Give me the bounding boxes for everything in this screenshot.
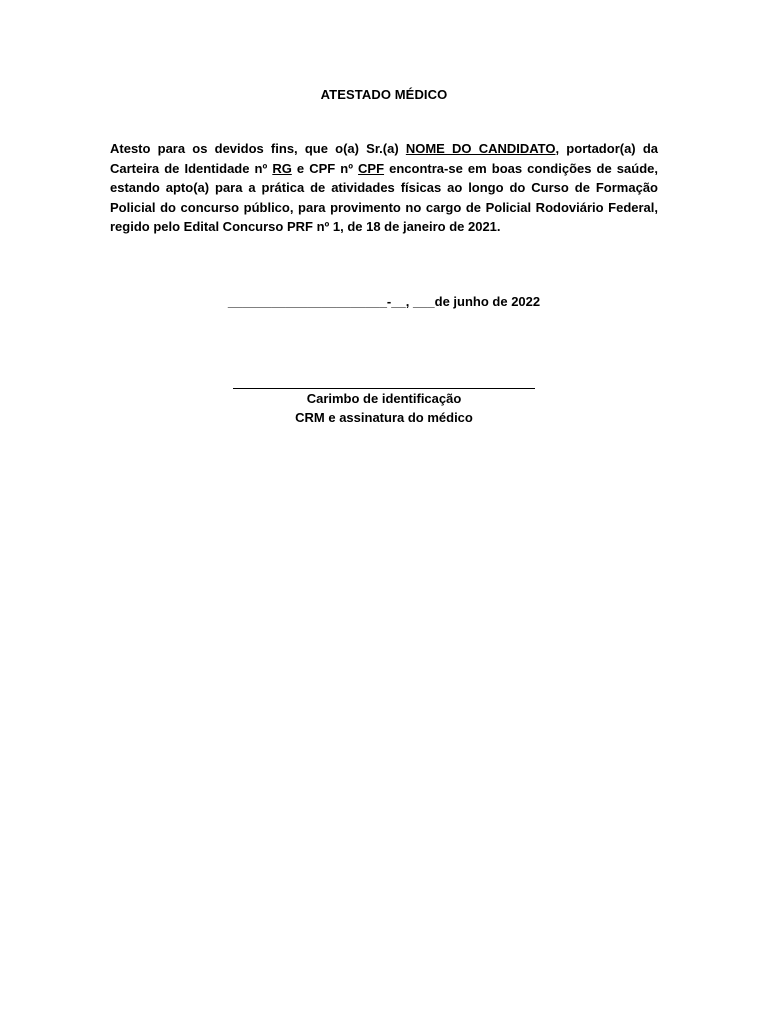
cpf-placeholder: CPF: [358, 160, 385, 176]
crm-signature-label: CRM e assinatura do médico: [295, 410, 473, 425]
stamp-label: Carimbo de identificação: [306, 391, 462, 406]
signature-line: [233, 376, 535, 389]
attestation-paragraph: [110, 139, 658, 237]
paragraph-text-part-1: Atesto para os devidos fins, que o(a) Sr.(a): [110, 141, 406, 156]
paragraph-text-part-2: , portador(a) da Carteira de Identidade nº: [110, 141, 658, 176]
signature-block: [0, 376, 768, 427]
rg-placeholder: RG: [272, 160, 292, 176]
document-title: ATESTADO MÉDICO: [320, 87, 448, 102]
paragraph-text-part-4: encontra-se em boas condições de saúde, estando apto(a) para a prática de atividades físicas ao longo do Curso de Formação Policial do concurso público, para provimento no cargo de Policial Rodoviário Federal, regido pelo Edital Concurso PRF nº 1, de 18 de janeiro de 2021.: [110, 160, 658, 234]
paragraph-text-part-3: e CPF nº: [291, 160, 359, 176]
place-date-line: ______________________-__, ___de junho de 2022: [227, 294, 541, 309]
candidate-name-placeholder: NOME DO CANDIDATO: [405, 141, 556, 156]
